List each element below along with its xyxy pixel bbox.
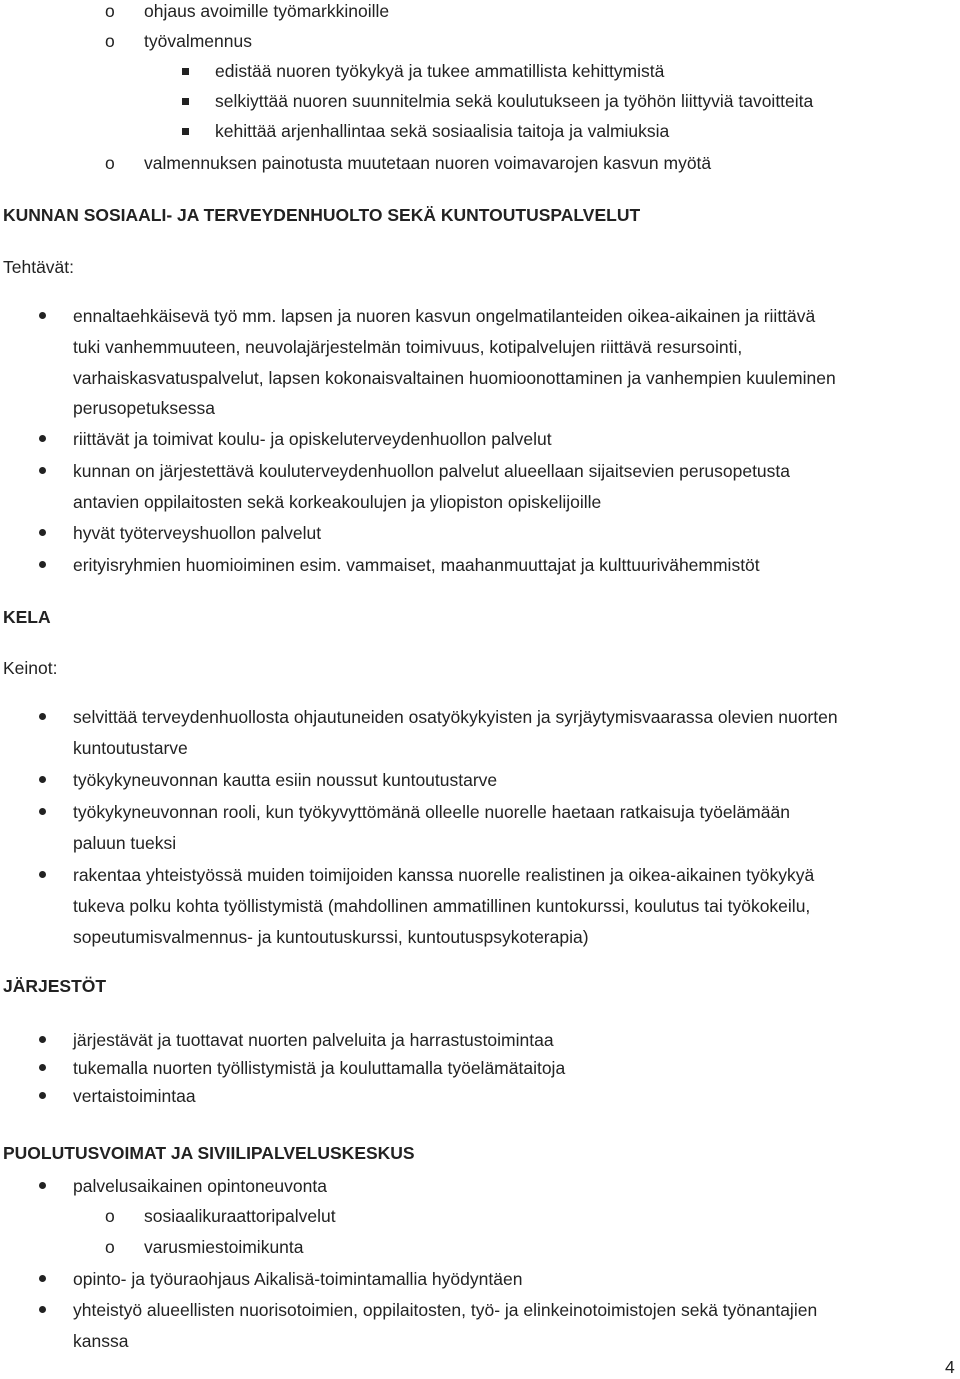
section-heading: PUOLUTUSVOIMAT JA SIVIILIPALVELUSKESKUS bbox=[3, 1143, 415, 1163]
list-item-line: kunnan on järjestettävä kouluterveydenhuollon palvelut alueellaan sijaitsevien perusopetusta bbox=[73, 461, 791, 481]
list-item-line: tukeva polku kohta työllistymistä (mahdollinen ammatillinen kuntokurssi, koulutus tai työkokeilu, bbox=[73, 896, 811, 916]
bullet-icon bbox=[39, 1092, 46, 1099]
list-marker-o: o bbox=[105, 31, 115, 51]
list-item: edistää nuoren työkykyä ja tukee ammatillista kehittymistä bbox=[215, 61, 665, 81]
list-item-line: hyvät työterveyshuollon palvelut bbox=[73, 523, 322, 543]
list-item: selkiyttää nuoren suunnitelmia sekä koulutukseen ja työhön liittyviä tavoitteita bbox=[215, 91, 814, 111]
bullet-icon bbox=[39, 871, 46, 878]
section-heading: KELA bbox=[3, 607, 51, 627]
section-heading: KUNNAN SOSIAALI- JA TERVEYDENHUOLTO SEKÄ KUNTOUTUSPALVELUT bbox=[3, 205, 641, 225]
square-bullet-icon bbox=[182, 98, 189, 105]
square-bullet-icon bbox=[182, 68, 189, 75]
section-label: Tehtävät: bbox=[3, 257, 75, 277]
bullet-icon bbox=[39, 467, 46, 474]
section-heading: JÄRJESTÖT bbox=[3, 976, 107, 996]
list-item: työvalmennus bbox=[144, 31, 252, 51]
bullet-icon bbox=[39, 529, 46, 536]
list-item-line: sopeutumisvalmennus- ja kuntoutuskurssi, kuntoutuspsykoterapia) bbox=[73, 927, 589, 947]
list-item-line: selvittää terveydenhuollosta ohjautuneiden osatyökykyisten ja syrjäytymisvaarassa olevien nuorten bbox=[73, 707, 838, 727]
bullet-icon bbox=[39, 808, 46, 815]
page-number: 4 bbox=[945, 1357, 955, 1377]
square-bullet-icon bbox=[182, 128, 189, 135]
list-marker-o: o bbox=[105, 1, 115, 21]
list-item-line: palvelusaikainen opintoneuvonta bbox=[73, 1176, 327, 1196]
bullet-icon bbox=[39, 1306, 46, 1313]
list-item-line: opinto- ja työuraohjaus Aikalisä-toimintamallia hyödyntäen bbox=[73, 1269, 523, 1289]
list-item-line: kanssa bbox=[73, 1331, 129, 1351]
list-marker-o: o bbox=[105, 153, 115, 173]
list-item-line: perusopetuksessa bbox=[73, 398, 216, 418]
bullet-icon bbox=[39, 1064, 46, 1071]
list-item-line: työkykyneuvonnan rooli, kun työkyvyttömänä olleelle nuorelle haetaan ratkaisuja työelämään bbox=[73, 802, 790, 822]
bullet-icon bbox=[39, 1036, 46, 1043]
list-item-line: riittävät ja toimivat koulu- ja opiskeluterveydenhuollon palvelut bbox=[73, 429, 552, 449]
list-item-line: tuki vanhemmuuteen, neuvolajärjestelmän toimivuus, kotipalvelujen riittävä resursointi, bbox=[73, 337, 743, 357]
bullet-icon bbox=[39, 1275, 46, 1282]
list-item-line: ennaltaehkäisevä työ mm. lapsen ja nuoren kasvun ongelmatilanteiden oikea-aikainen ja riittävä bbox=[73, 306, 816, 326]
section-label: Keinot: bbox=[3, 658, 58, 678]
bullet-icon bbox=[39, 1182, 46, 1189]
list-item-line: järjestävät ja tuottavat nuorten palveluita ja harrastustoimintaa bbox=[73, 1030, 554, 1050]
list-item-line: erityisryhmien huomioiminen esim. vammaiset, maahanmuuttajat ja kulttuurivähemmistöt bbox=[73, 555, 760, 575]
list-item-line: rakentaa yhteistyössä muiden toimijoiden kanssa nuorelle realistinen ja oikea-aikainen työkykyä bbox=[73, 865, 815, 885]
list-item: ohjaus avoimille työmarkkinoille bbox=[144, 1, 390, 21]
list-item-line: varhaiskasvatuspalvelut, lapsen kokonaisvaltainen huomioonottaminen ja vanhempien kuuleminen bbox=[73, 368, 836, 388]
list-item-line: antavien oppilaitosten sekä korkeakoulujen ja yliopiston opiskelijoille bbox=[73, 492, 602, 512]
list-item-line: yhteistyö alueellisten nuorisotoimien, oppilaitosten, työ- ja elinkeinotoimistojen sekä työnantajien bbox=[73, 1300, 818, 1320]
list-item: kehittää arjenhallintaa sekä sosiaalisia taitoja ja valmiuksia bbox=[215, 121, 670, 141]
list-item-line: paluun tueksi bbox=[73, 833, 177, 853]
bullet-icon bbox=[39, 776, 46, 783]
list-item-line: tukemalla nuorten työllistymistä ja kouluttamalla työelämätaitoja bbox=[73, 1058, 566, 1078]
list-marker-o: o bbox=[105, 1237, 115, 1257]
bullet-icon bbox=[39, 435, 46, 442]
list-item-line: työkykyneuvonnan kautta esiin noussut kuntoutustarve bbox=[73, 770, 498, 790]
list-item-line: kuntoutustarve bbox=[73, 738, 188, 758]
list-item: valmennuksen painotusta muutetaan nuoren voimavarojen kasvun myötä bbox=[144, 153, 712, 173]
bullet-icon bbox=[39, 713, 46, 720]
list-item-line: vertaistoimintaa bbox=[73, 1086, 196, 1106]
bullet-icon bbox=[39, 561, 46, 568]
list-item-line: varusmiestoimikunta bbox=[144, 1237, 304, 1257]
list-marker-o: o bbox=[105, 1206, 115, 1226]
bullet-icon bbox=[39, 312, 46, 319]
list-item-line: sosiaalikuraattoripalvelut bbox=[144, 1206, 336, 1226]
